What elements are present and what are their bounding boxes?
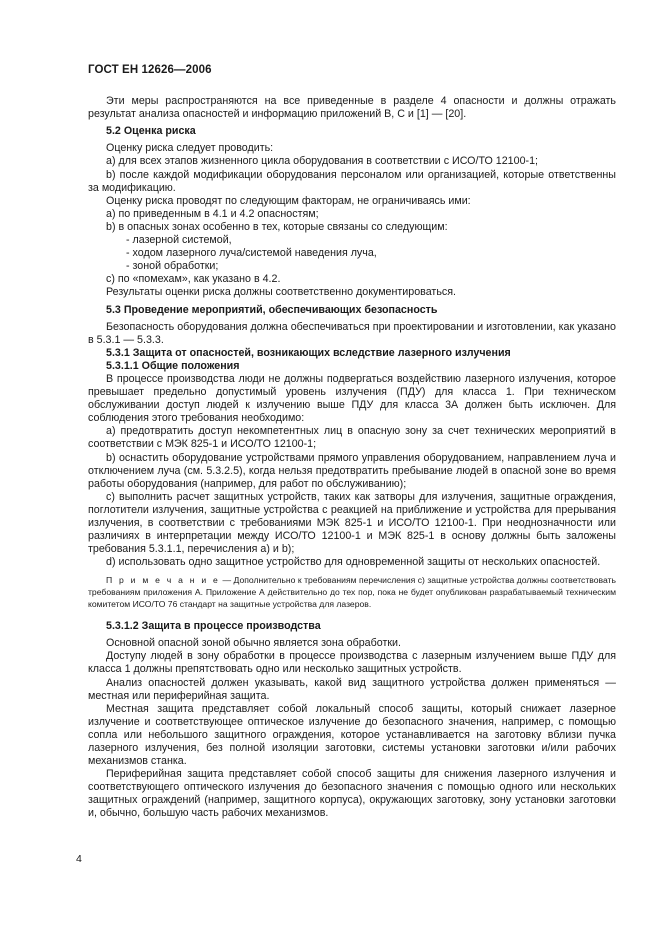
section-5-3-heading: 5.3 Проведение мероприятий, обеспечивающих безопасность [106,303,438,316]
production-para-2: Доступу людей в зону обработки в процессе производства с лазерным излучением выше ПДУ для класса 1 должны препятствовать одно или несколько защитных устройств. [88,650,616,676]
note-label: П р и м е ч а н и е [106,575,221,586]
intro-paragraph: Эти меры распространяются на все приведенные в разделе 4 опасности и должны отражать результат анализа опасностей и информацию приложений В, С и [1] — [20]. [88,95,616,121]
risk-lead: Оценку риска следует проводить: [106,142,274,155]
factor-item-b: b) в опасных зонах особенно в тех, которые связаны со следующим: [106,220,448,233]
document-page [88,64,616,821]
dash-item-3: - зоной обработки; [126,260,219,273]
risk-lead-2: Оценку риска проводят по следующим факторам, не ограничиваясь ими: [106,194,471,207]
safety-paragraph: Безопасность оборудования должна обеспечиваться при проектировании и изготовлении, как указано в 5.3.1 — 5.3.3. [88,320,616,346]
factor-item-a: а) по приведенным в 4.1 и 4.2 опасностям; [106,207,319,220]
factor-item-c: с) по «помехам», как указано в 4.2. [106,273,281,286]
risk-result: Результаты оценки риска должны соответственно документироваться. [106,286,456,299]
section-5-2-heading: 5.2 Оценка риска [106,125,196,138]
note-text: — Дополнительно к требованиям перечисления с) защитные устройства должны соответствовать требованиям приложения А. Приложение А действительно до тех пор, пока не будет опубликован разрабатываемый техническим комитетом ИСО/ТО 76 стандарт на защитные устройства для лазеров. [88,575,616,609]
general-paragraph: В процессе производства люди не должны подвергаться воздействию лазерного излучения, которое превышает предельно допустимый уровень излучения (ПДУ) для класса 1. При техническом обслуживании доступ людей к излучению выше ПДУ для класса 3А должен быть исключен. Для соблюдения этого требования необходимо: [88,372,616,425]
section-5-3-1-heading: 5.3.1 Защита от опасностей, возникающих вследствие лазерного излучения [106,346,511,359]
note-paragraph [88,575,616,610]
dash-item-1: - лазерной системой, [126,234,232,247]
risk-item-b: b) после каждой модификации оборудования персоналом или организацией, которые ответственны за модификацию. [88,168,616,194]
measure-item-a: а) предотвратить доступ некомпетентных лиц в опасную зону за счет технических мероприятий в соответствии с МЭК 825-1 и ИСО/ТО 12100-1; [88,425,616,451]
measure-item-d: d) использовать одно защитное устройство для одновременной защиты от нескольких опасностей. [106,556,601,569]
measure-item-b: b) оснастить оборудование устройствами прямого управления оборудованием, направлением луча и отключением луча (см. 5.3.2.5), когда нельзя предотвратить пребывание людей в опасной зоне во время работы оборудования (например, для работ по обслуживанию); [88,451,616,490]
production-para-1: Основной опасной зоной обычно является зона обработки. [106,637,401,650]
section-5-3-1-1-heading: 5.3.1.1 Общие положения [106,359,240,372]
production-para-5: Периферийная защита представляет собой способ защиты для снижения лазерного излучения и соответствующего оптического излучения до безопасного значения с помощью одного или нескольких защитных ограждений (например, защитного корпуса), окружающих заготовку, зону установки заготовки и, обычно, большую часть рабочих механизмов. [88,768,616,820]
section-5-3-1-2-heading: 5.3.1.2 Защита в процессе производства [106,620,321,633]
measure-item-c: с) выполнить расчет защитных устройств, таких как затворы для излучения, защитные ограждения, поглотители излучения, защитные устройства с реакцией на приближение и устройства для прерывания излучения, в соответствии с требованиями МЭК 825-1 и ИСО/ТО 12100-1. При неоднозначности или различиях в интерпретации между ИСО/ТО 12100-1 и МЭК 825-1 в основу должны быть заложены требования 5.3.1.1, перечисления а) и b); [88,490,616,556]
production-para-4: Местная защита представляет собой локальный способ защиты, который снижает лазерное излучение и соответствующее оптическое излучение до безопасного значения, например, с помощью сопла или небольшого защитного ограждения, которое устанавливается на заготовку вблизи пучка лазерного излучения, без полной изоляции заготовки, системы установки заготовки и/или рабочих механизмов станка. [88,702,616,768]
document-header: ГОСТ ЕН 12626—2006 [88,64,212,76]
dash-item-2: - ходом лазерного луча/системой наведения луча, [126,247,377,260]
production-para-3: Анализ опасностей должен указывать, какой вид защитного устройства должен применяться — местная или периферийная защита. [88,676,616,702]
risk-item-a: а) для всех этапов жизненного цикла оборудования в соответствии с ИСО/ТО 12100-1; [106,155,538,168]
page-number: 4 [76,853,82,865]
